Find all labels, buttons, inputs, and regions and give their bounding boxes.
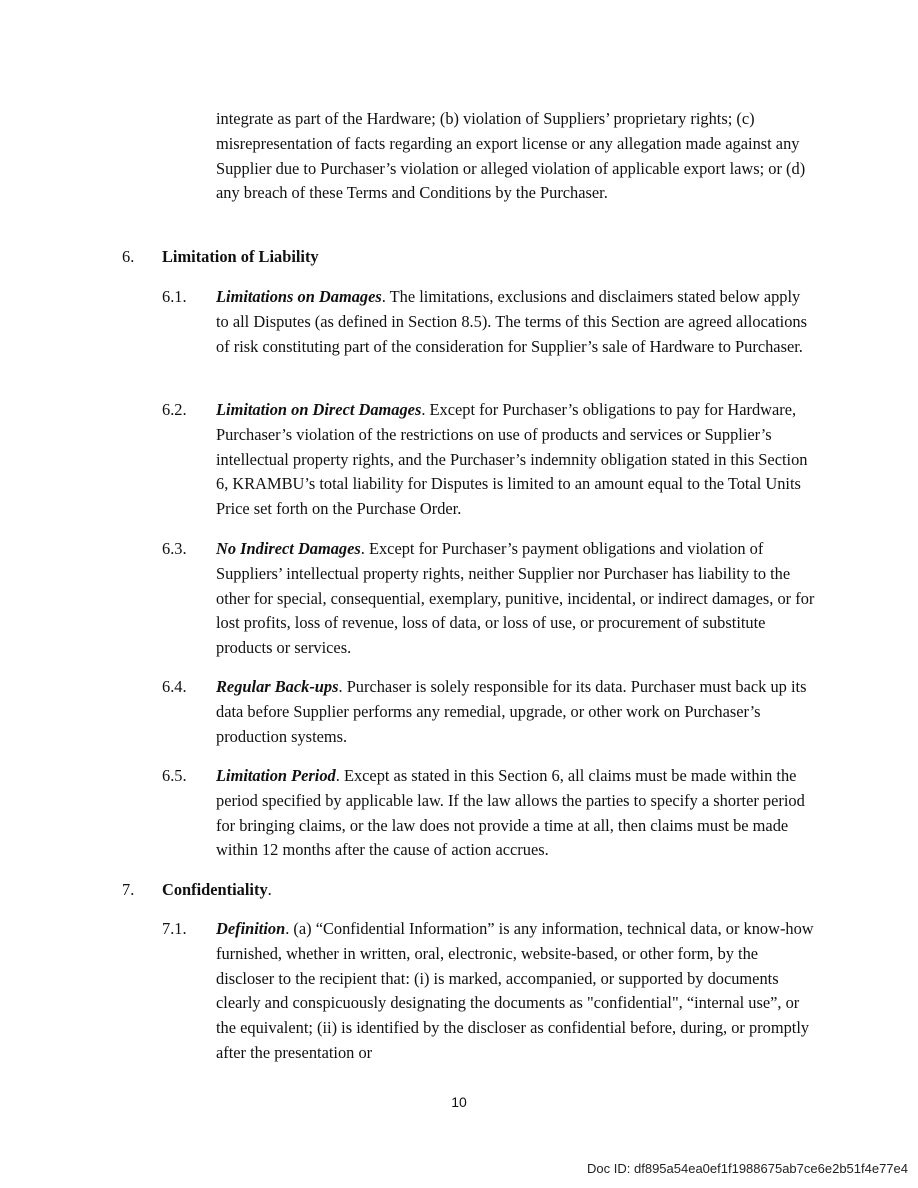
item-6-1-body bbox=[216, 285, 816, 359]
item-7-1-heading: Definition bbox=[216, 919, 286, 938]
item-6-2-text: . Except for Purchaser’s obligations to pay for Hardware, Purchaser’s violation of the restrictions on use of products and services or Supplier’s intellectual property rights, and the Purchaser’s indemnity obligation stated in this Section 6, KRAMBU’s total liability for Disputes is limited to an amount equal to the Total Units Price set forth on the Purchase Order. bbox=[216, 400, 808, 519]
item-6-5-text: . Except as stated in this Section 6, all claims must be made within the period specified by applicable law. If the law allows the parties to specify a shorter period for bringing claims, or the law does not provide a time at all, then claims must be made within 12 months after the cause of action accrues. bbox=[216, 766, 805, 860]
item-6-5-heading: Limitation Period bbox=[216, 766, 336, 785]
item-6-4-body bbox=[216, 675, 816, 749]
item-7-1-number: 7.1. bbox=[162, 919, 187, 938]
item-6-4-heading: Regular Back-ups bbox=[216, 677, 339, 696]
section-6-number: 6. bbox=[122, 247, 135, 266]
item-6-1-number: 6.1. bbox=[162, 287, 187, 306]
section-7-title-suffix: . bbox=[267, 880, 272, 899]
item-6-3-number: 6.3. bbox=[162, 539, 187, 558]
item-6-5-body bbox=[216, 764, 816, 863]
section-6-title: Limitation of Liability bbox=[162, 247, 319, 266]
page-number: 10 bbox=[451, 1094, 467, 1110]
item-6-1-text: . The limitations, exclusions and disclaimers stated below apply to all Disputes (as defined in Section 8.5). The terms of this Section are agreed allocations of risk constituting part of the consideration for Supplier’s sale of Hardware to Purchaser. bbox=[216, 287, 807, 356]
item-6-4-text: . Purchaser is solely responsible for its data. Purchaser must back up its data before Supplier performs any remedial, upgrade, or other work on Purchaser’s production systems. bbox=[216, 677, 807, 746]
item-7-1-text: . (a) “Confidential Information” is any information, technical data, or know-how furnished, whether in written, oral, electronic, website-based, or other form, by the discloser to the recipient that: (i) is marked, accompanied, or supported by documents clearly and conspicuously designating the documents as "confidential", “internal use”, or the equivalent; (ii) is identified by the discloser as confidential before, during, or promptly after the presentation or bbox=[216, 919, 814, 1062]
doc-id: Doc ID: df895a54ea0ef1f1988675ab7ce6e2b51f4e77e4 bbox=[587, 1161, 908, 1176]
continuation-paragraph: integrate as part of the Hardware; (b) violation of Suppliers’ proprietary rights; (c) misrepresentation of facts regarding an export license or any allegation made against any Supplier due to Purchaser’s violation or alleged violation of applicable export laws; or (d) any breach of these Terms and Conditions by the Purchaser. bbox=[216, 109, 806, 203]
item-6-2-heading: Limitation on Direct Damages bbox=[216, 400, 422, 419]
item-6-2-body bbox=[216, 398, 816, 522]
section-7-number: 7. bbox=[122, 880, 135, 899]
item-7-1-body bbox=[216, 917, 816, 1066]
section-7-title-line bbox=[162, 878, 272, 902]
section-7-title: Confidentiality bbox=[162, 880, 268, 899]
item-6-4-number: 6.4. bbox=[162, 677, 187, 696]
item-6-1-heading: Limitations on Damages bbox=[216, 287, 382, 306]
item-6-3-body bbox=[216, 537, 816, 661]
item-6-2-number: 6.2. bbox=[162, 400, 187, 419]
item-6-3-heading: No Indirect Damages bbox=[216, 539, 361, 558]
item-6-3-text: . Except for Purchaser’s payment obligations and violation of Suppliers’ intellectual property rights, neither Supplier nor Purchaser has liability to the other for special, consequential, exemplary, punitive, incidental, or indirect damages, or for lost profits, loss of revenue, loss of data, or loss of use, or procurement of substitute products or services. bbox=[216, 539, 815, 658]
item-6-5-number: 6.5. bbox=[162, 766, 187, 785]
